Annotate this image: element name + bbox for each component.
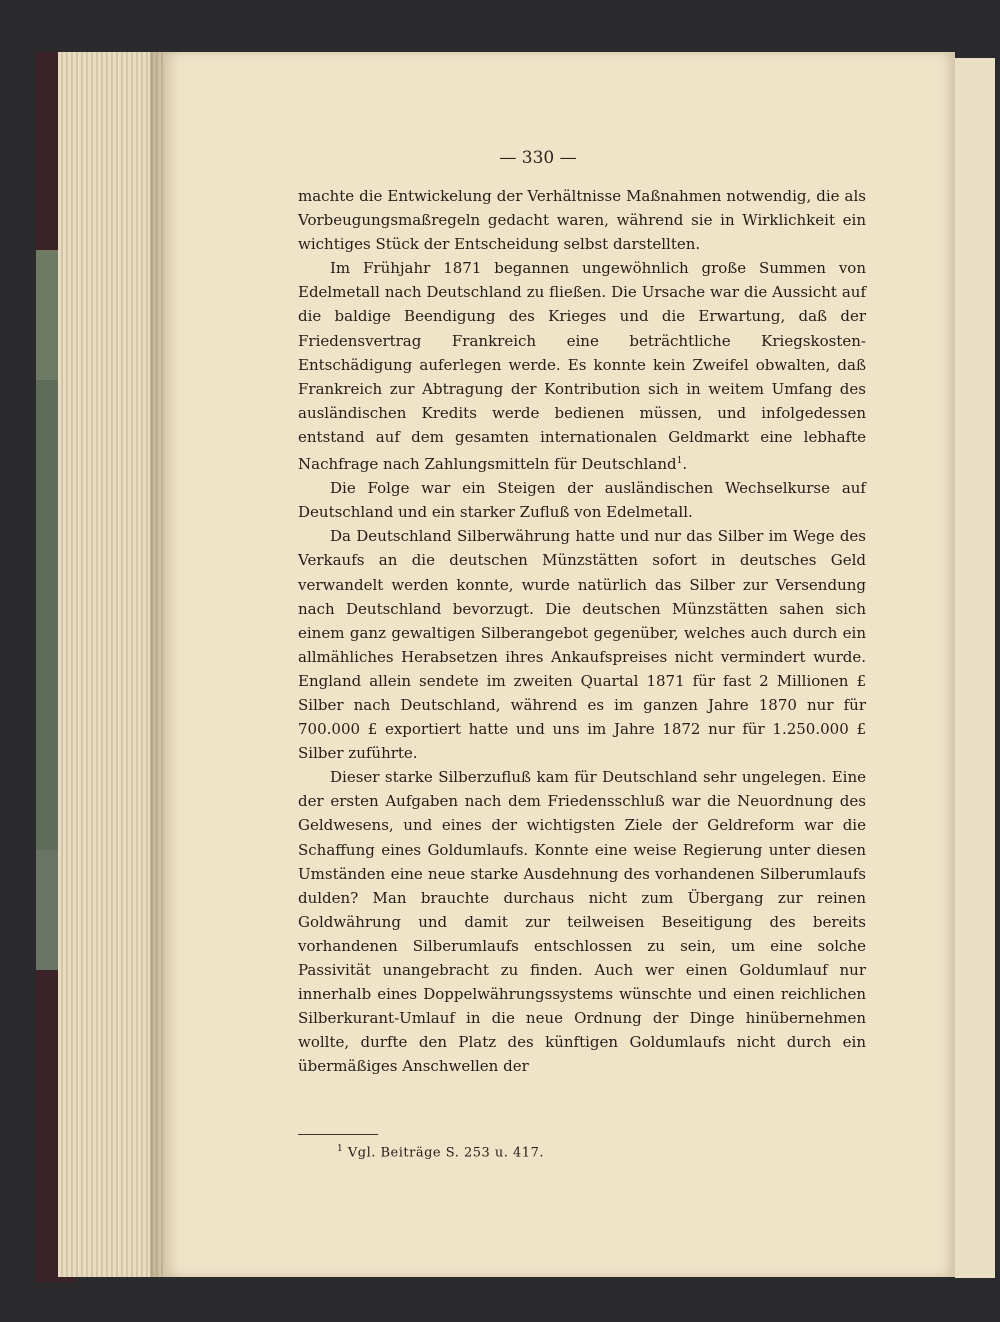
paragraph-2 [298,256,866,476]
spine-shadow [150,52,180,1277]
body-text [298,184,866,1078]
footnote-text: Vgl. Beiträge S. 253 u. 417. [347,1145,544,1161]
paragraph-5 [298,765,866,1078]
footnote-divider [298,1134,378,1135]
footnote-reference: 1 [676,456,683,467]
paragraph-text: Im Frühjahr 1871 begannen ungewöhnlich große Summen von Edelmetall nach Deutschland zu fließen. Die Ursache war die Aussicht auf die baldige Beendigung des Krieges und die Erwartung, daß der Friedensvertrag Frankreich eine beträchtliche Kriegskosten-Entschädigung auferlegen werde. Es konnte kein Zweifel obwalten, daß Frankreich zur Abtragung der Kontribution sich in weitem Umfang des ausländischen Kredits werde bedienen müssen, und infolgedessen entstand auf dem gesamten internationalen Geldmarkt eine lebhafte Nachfrage nach Zahlungsmitteln für Deutschland [298,259,866,474]
paragraph-text: Die Folge war ein Steigen der ausländischen Wechselkurse auf Deutschland und ein starker Zufluß von Edelmetall. [298,479,866,522]
footnote [337,1144,544,1160]
paragraph-text: Da Deutschland Silberwährung hatte und nur das Silber im Wege des Verkaufs an die deutschen Münzstätten sofort in deutsches Geld verwandelt werden konnte, wurde natürlich das Silber zur Versendung nach Deutschland bevorzugt. Die deutschen Münzstätten sahen sich einem ganz gewaltigen Silberangebot gegenüber, welches auch durch ein allmähliches Herabsetzen ihres Ankaufspreises nicht vermindert wurde. England allein sendete im zweiten Quartal 1871 für fast 2 Millionen £ Silber nach Deutschland, während es im ganzen Jahre 1870 nur für 700.000 £ exportiert hatte und uns im Jahre 1872 nur für 1.250.000 £ Silber zuführte. [298,527,866,763]
book-cover-marbling [36,850,58,970]
paragraph-4 [298,524,866,765]
page-number: — 330 — [499,148,577,168]
paragraph-3 [298,476,866,524]
paragraph-text: Dieser starke Silberzufluß kam für Deutschland sehr ungelegen. Eine der ersten Aufgaben nach dem Friedensschluß war die Neuordnung des Geldwesens, und eines der wichtigsten Ziele der Geldreform war die Schaffung eines Goldumlaufs. Konnte eine weise Regierung unter diesen Umständen eine neue starke Ausdehnung des vorhandenen Silberumlaufs dulden? Man brauchte durchaus nicht zum Übergang zur reinen Goldwährung und damit zur teilweisen Beseitigung des bereits vorhandenen Silberumlaufs entschlossen zu sein, um eine solche Passivität unangebracht zu finden. Auch wer einen Goldumlauf nur innerhalb eines Doppelwährungssystems wünschte und einen reichlichen Silberkurant-Umlauf in die neue Ordnung der Dinge hinübernehmen wollte, durfte den Platz des künftigen Goldumlaufs nicht durch ein übermäßiges Anschwellen der [298,768,866,1076]
book-cover-marbling [36,250,60,380]
paragraph-text: machte die Entwickelung der Verhältnisse Maßnahmen notwendig, die als Vorbeugungsmaßregeln gedacht waren, während sie in Wirklichkeit ein wichtiges Stück der Entscheidung selbst darstellten. [298,187,866,254]
footnote-mark: 1 [337,1144,344,1154]
book-cover-marbling [36,380,58,850]
paragraph-1 [298,184,866,256]
book-page [165,52,955,1277]
facing-page-edge [955,58,995,1278]
paragraph-text-tail: . [682,455,688,474]
